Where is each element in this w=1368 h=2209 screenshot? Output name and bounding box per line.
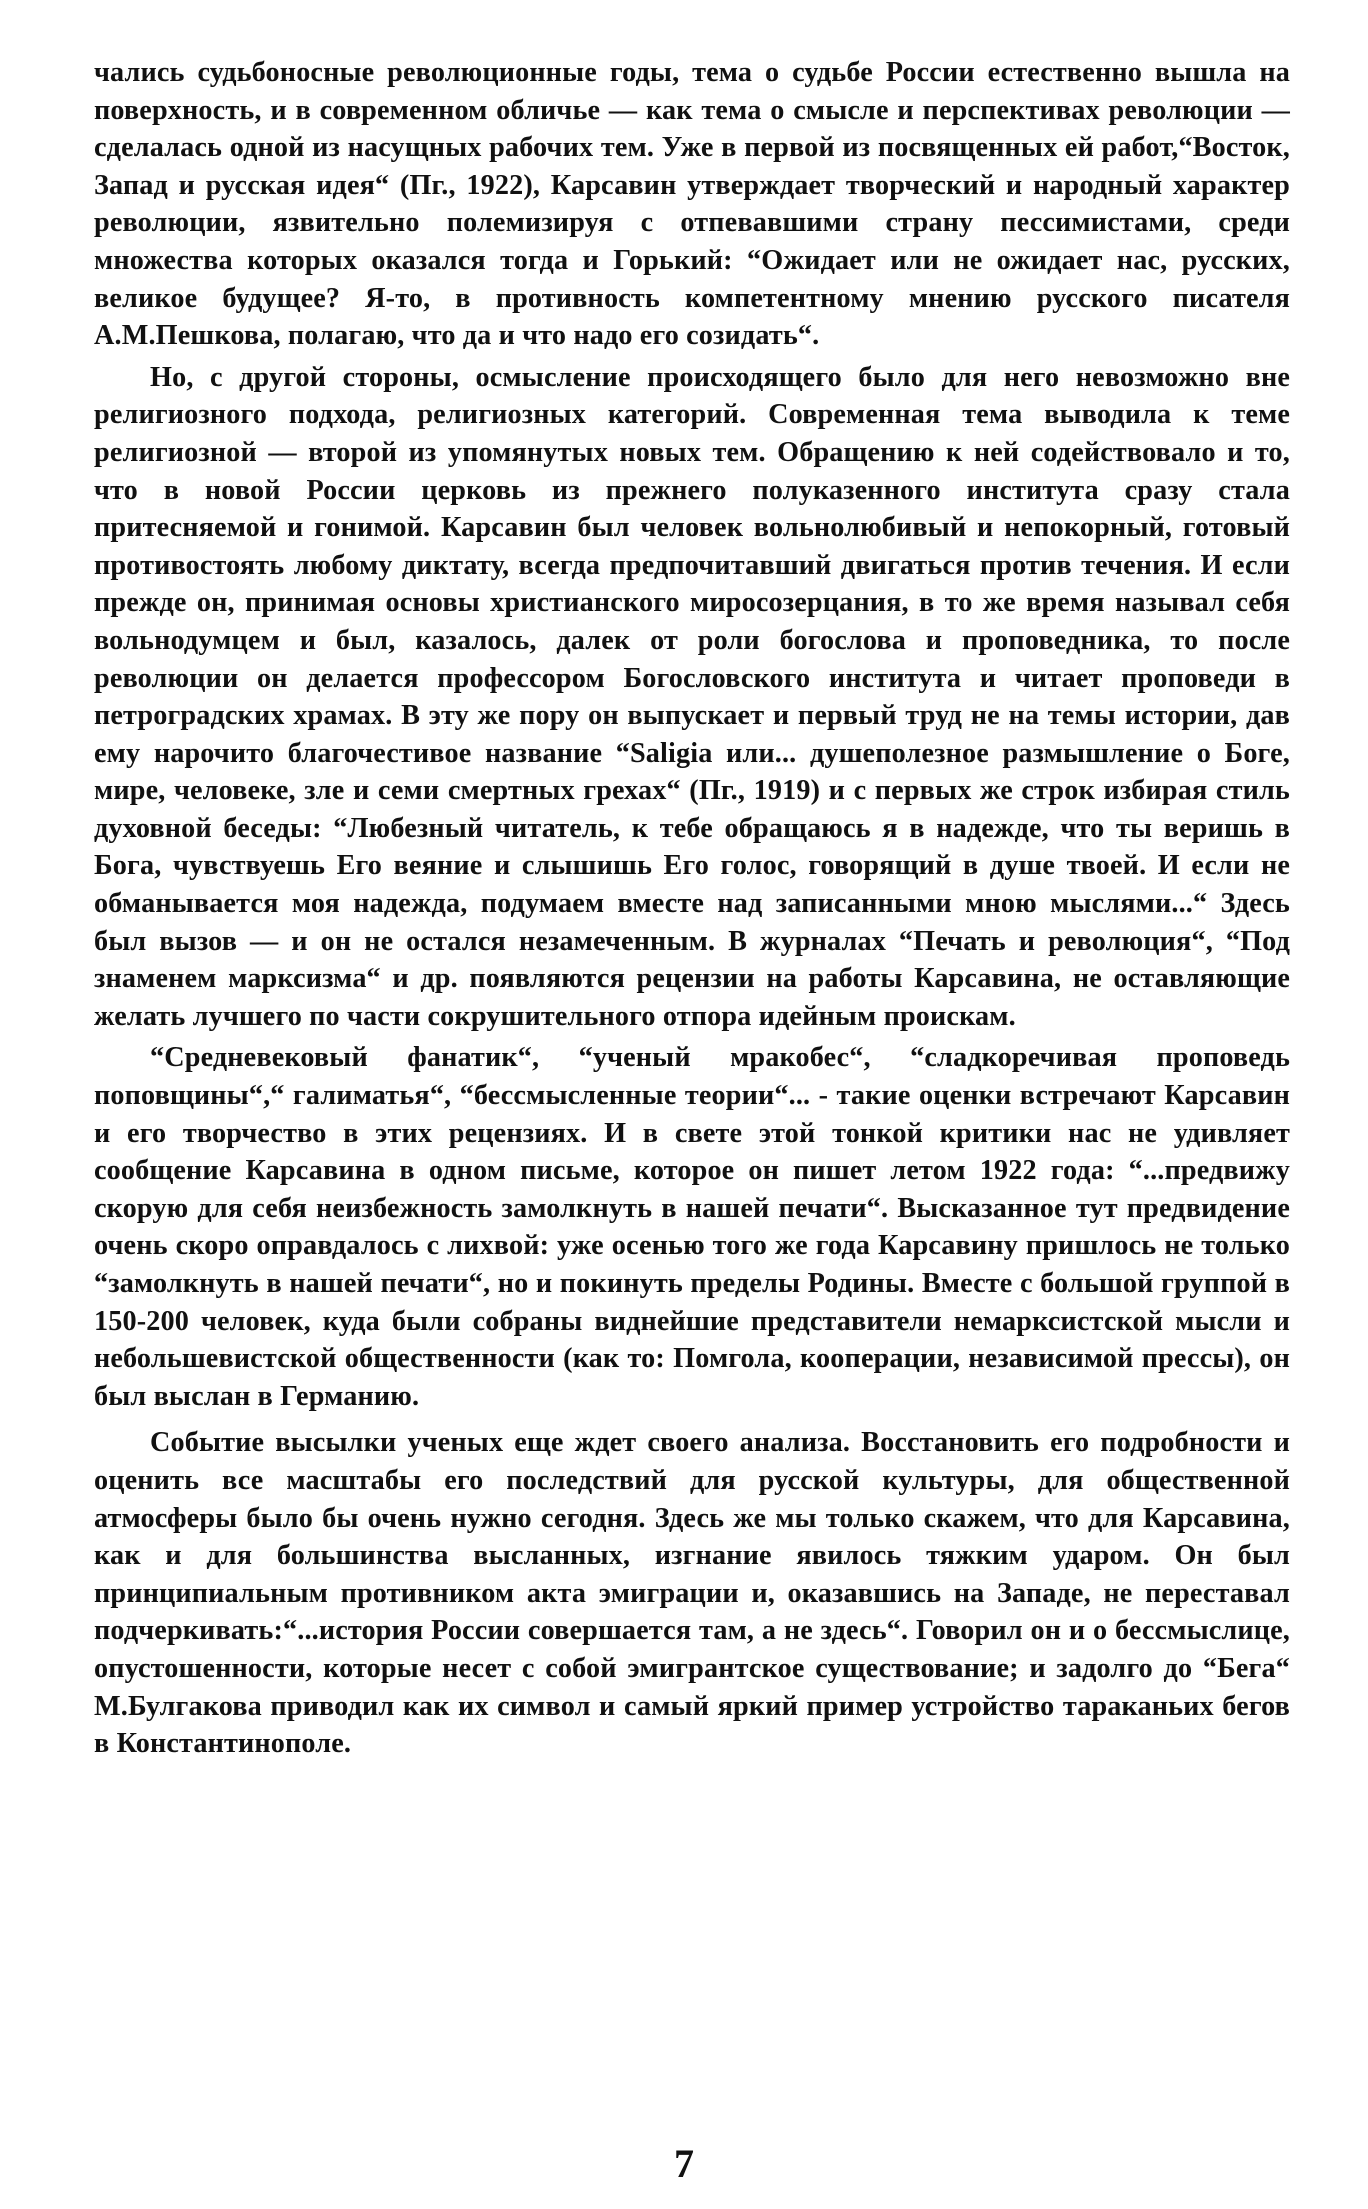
body-text <box>94 54 1290 1763</box>
paragraph-exile: Событие высылки ученых еще ждет своего анализа. Восстановить его подробности и оценить все масштабы его последствий для русской культуры, для общественной атмосферы было бы очень нужно сегодня. Здесь же мы только скажем, что для Карсавина, как и для большинства высланных, изгнание явилось тяжким ударом. Он был принципиальным противником акта эмиграции и, оказавшись на Западе, не переставал подчеркивать:“...история России совершается там, а не здесь“. Говорил он и о бессмыслице, опустошенности, которые несет с собой эмигрантское существование; и задолго до “Бега“ М.Булгакова приводил как их символ и самый яркий пример устройство тараканьих бегов в Константинополе. <box>94 1427 1290 1760</box>
paragraph-religious-theme: Но, с другой стороны, осмысление происходящего было для него невозможно вне религиозного подхода, религиозных категорий. Современная тема выводила к теме религиозной — второй из упомянутых новых тем. Обращению к ней содействовало и то, что в новой России церковь из прежнего полуказенного института сразу стала притесняемой и гонимой. Карсавин был человек вольнолюбивый и непокорный, готовый противостоять любому диктату, всегда предпочитавший двигаться против течения. И если прежде он, принимая основы христианского миросозерцания, в то же время называл себя вольнодумцем и был, казалось, далек от роли богослова и проповедника, то после революции он делается профессором Богословского института и читает проповеди в петроградских храмах. В эту же пору он выпускает и первый труд не на темы истории, дав ему нарочито благочестивое название “Saligia или... душеполезное размышление о Боге, мире, человеке, зле и семи смертных грехах“ (Пг., 1919) и с первых же строк избирая стиль духовной беседы: “Любезный читатель, к тебе обращаюсь я в надежде, что ты веришь в Бога, чувствуешь Его веяние и слышишь Его голос, говорящий в душе твоей. И если не обманывается моя надежда, подумаем вместе над записанными мною мыслями...“ Здесь был вызов — и он не остался незамеченным. В журналах “Печать и революция“, “Под знаменем марксизма“ и др. появляются рецензии на работы Карсавина, не оставляющие желать лучшего по части сокрушительного отпора идейным проискам. <box>94 361 1290 1032</box>
page-number: 7 <box>674 2141 694 2186</box>
paragraph-continuation: чались судьбоносные революционные годы, тема о судьбе России естественно вышла на поверхность, и в современном обличье — как тема о смысле и перспективах революции — сделалась одной из насущных рабочих тем. Уже в первой из посвященных ей работ,“Восток, Запад и русская идея“ (Пг., 1922), Карсавин утверждает творческий и народный характер революции, язвительно полемизируя с отпевавшими страну пессимистами, среди множества которых оказался тогда и Горький: “Ожидает или не ожидает нас, русских, великое будущее? Я-то, в противность компетентному мнению русского писателя А.М.Пешкова, полагаю, что да и что надо его созидать“. <box>94 57 1290 352</box>
paragraph-critics: “Средневековый фанатик“, “ученый мракобес“, “сладкоречивая проповедь поповщины“,“ галиматья“, “бессмысленные теории“... - такие оценки встречают Карсавин и его творчество в этих рецензиях. И в свете этой тонкой критики нас не удивляет сообщение Карсавина в одном письме, которое он пишет летом 1922 года: “...предвижу скорую для себя неизбежность замолкнуть в нашей печати“. Высказанное тут предвидение очень скоро оправдалось с лихвой: уже осенью того же года Карсавину пришлось не только “замолкнуть в нашей печати“, но и покинуть пределы Родины. Вместе с большой группой в 150-200 человек, куда были собраны виднейшие представители немарксистской мысли и небольшевистской общественности (как то: Помгола, кооперации, независимой прессы), он был выслан в Германию. <box>94 1042 1290 1412</box>
